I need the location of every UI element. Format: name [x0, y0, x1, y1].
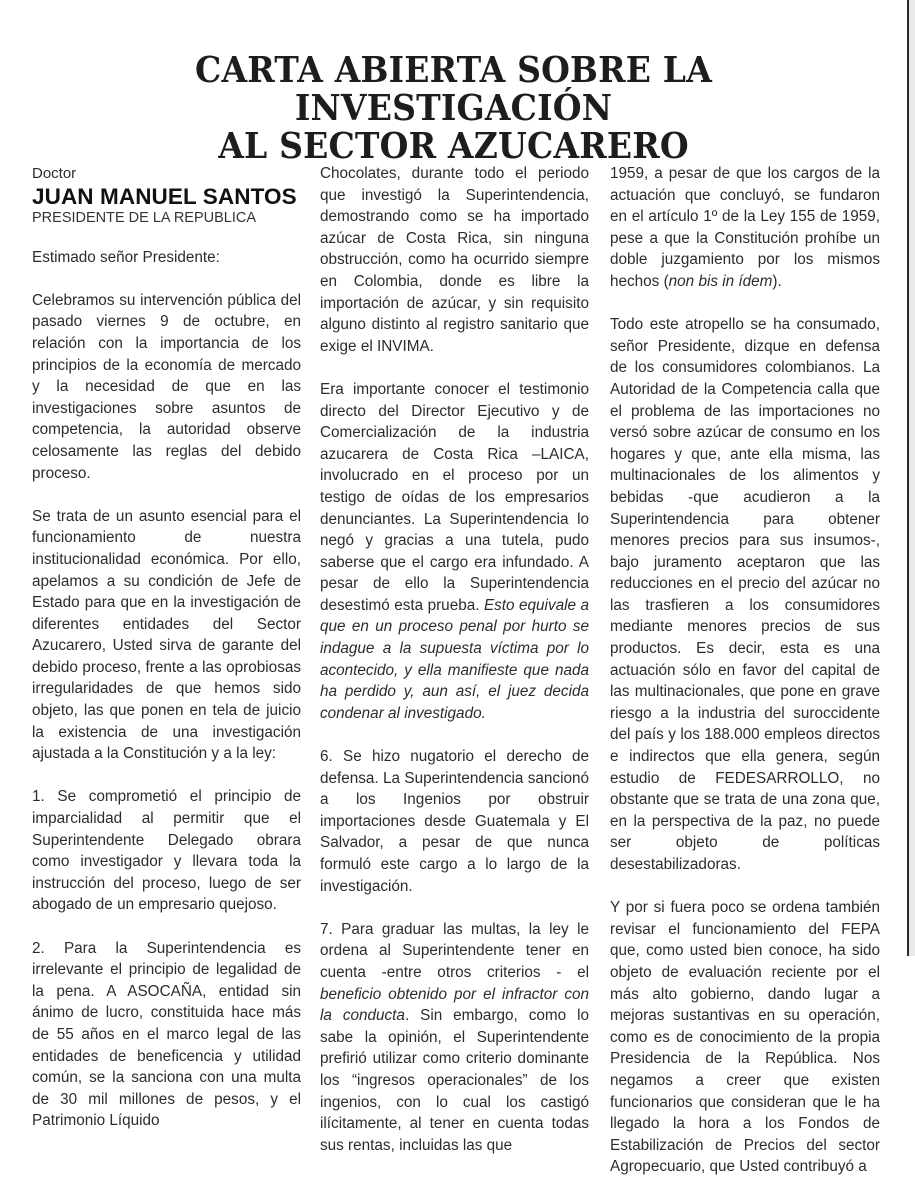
- paragraph-text: . Sin embargo, como lo sabe la opinión, el Superintendente prefirió utilizar como criterio dominante los “ingresos operacionales” de los ingenios, con lo cual los castigó ilícitamente, al tener en cuenta todas sus rentas, incluidas las que: [320, 1007, 589, 1154]
- page-title: [32, 52, 876, 166]
- numbered-point-7: [320, 919, 589, 1157]
- addressee-honorific: Doctor: [32, 165, 77, 182]
- page-edge-shadow: [909, 0, 915, 956]
- italic-text: Esto equivale a que en un proceso penal por hurto se indague a la supuesta víctima por lo acontecido, y ella manifieste que nada ha perdido y, aun así, el juez decida condenar al investigado.: [320, 596, 590, 722]
- paragraph: Celebramos su intervención pública del pasado viernes 9 de octubre, en relación con la importancia de los principios de la economía de mercado y la necesidad de que en las investigaciones sobre asuntos de competencia, la autoridad observe celosamente las reglas del debido proceso.: [32, 291, 301, 482]
- column-2: [320, 163, 589, 1178]
- paragraph-text: Era importante conocer el testimonio directo del Director Ejecutivo y de Comercialización de la industria azucarera de Costa Rica –LAICA, involucrado en el proceso por un testigo de oídas de los empresarios denunciantes. La Superintendencia lo negó y gracias a una tutela, pudo saberse que el cargo era infundado. A pesar de ello la Superintendencia desestimó esta prueba.: [320, 380, 589, 614]
- paragraph-text: 7. Para graduar las multas, la ley le ordena al Superintendente tener en cuenta -entre otros criterios - el: [320, 920, 589, 981]
- paragraph-text: ).: [772, 272, 782, 290]
- paragraph: Chocolates, durante todo el periodo que investigó la Superintendencia, demostrando como se ha importado azúcar de Costa Rica, sin ninguna obstrucción, como ha ocurrido siempre en Colombia, donde es libre la importación de azúcar, y sin requisito alguno distinto al registro sanitario que exige el INVIMA.: [320, 165, 589, 355]
- paragraph-text: 1959, a pesar de que los cargos de la actuación que concluyó, se fundaron en el artículo 1º de la Ley 155 de 1959, pese a que la Constitución prohíbe un doble juzgamiento por los mismos hechos (: [610, 165, 880, 290]
- salutation: Estimado señor Presidente:: [32, 248, 220, 266]
- numbered-point-6: 6. Se hizo nugatorio el derecho de defensa. La Superintendencia sancionó a los Ingenios por obstruir importaciones desde Guatemala y El Salvador, a pesar de que nunca formuló este cargo a lo largo de la investigación.: [320, 748, 589, 895]
- paragraph: Se trata de un asunto esencial para el funcionamiento de nuestra institucionalidad económica. Por ello, apelamos a su condición de Jefe de Estado para que en la investigación de diferentes entidades del Sector Azucarero, Usted sirva de garante del debido proceso, frente a las oprobiosas irregularidades de que hemos sido objeto, las que ponen en tela de juicio la existencia de una investigación ajustada a la Constitución y a la ley:: [32, 507, 301, 763]
- paragraph: Todo este atropello se ha consumado, señor Presidente, dizque en defensa de los consumidores colombianos. La Autoridad de la Competencia calla que el problema de las importaciones no versó sobre azúcar de consumo en los hogares y que, ante ella misma, las multinacionales de los alimentos y bebidas -que acudieron a la Superintendencia para obtener menores precios para sus insumos-, bajo juramento aceptaron que las reducciones en el precio del azúcar no las trasfieren a los consumidores mediante menores precios de sus productos. Es decir, esta es una actuación sólo en favor del capital de las multinacionales, que pone en grave riesgo a la industria del suroccidente del país y los 188.000 empleos directos e indirectos que ella genera, según estudio de FEDESARROLLO, no obstante que se trata de una zona que, en la perspectiva de la paz, no puede ser objeto de políticas desestabilizadoras.: [610, 316, 880, 873]
- title-line-1: CARTA ABIERTA SOBRE LA INVESTIGACIÓN: [194, 50, 712, 129]
- paragraph: [610, 163, 880, 293]
- column-3: [610, 163, 880, 1200]
- title-line-2: AL SECTOR AZUCARERO: [218, 126, 689, 167]
- addressee-name: JUAN MANUEL SANTOS: [32, 183, 297, 209]
- numbered-point-1: 1. Se comprometió el principio de imparcialidad al permitir que el Superintendente Delegado obrara como investigador y llevara toda la instrucción del proceso, luego de ser abogado de un empresario quejoso.: [32, 788, 301, 914]
- addressee-block: [32, 163, 301, 227]
- column-1: [32, 163, 301, 1154]
- italic-text: non bis in ídem: [668, 272, 773, 290]
- paragraph-laica-testimony: [320, 379, 589, 725]
- numbered-point-2: 2. Para la Superintendencia es irrelevante el principio de legalidad de la pena. A ASOCAÑA, entidad sin ánimo de lucro, constituida hace más de 55 años en el marco legal de las entidades de beneficencia y utilidad común, se la sanciona con una multa de 30 mil millones de pesos, y el Patrimonio Líquido: [32, 939, 301, 1130]
- italic-text: beneficio obtenido por el infractor con la conducta: [320, 985, 589, 1025]
- addressee-position: PRESIDENTE DE LA REPUBLICA: [32, 209, 257, 226]
- paragraph: Y por si fuera poco se ordena también revisar el funcionamiento del FEPA que, como usted bien conoce, ha sido objeto de evaluación reciente por el más alto gobierno, dando lugar a mejoras sustantivas en su operación, como es de conocimiento de la propia Presidencia de la República. Nos negamos a creer que existen funcionarios que consideran que le ha llegado la hora a los Fondos de Estabilización de Precios del sector Agropecuario, que Usted contribuyó a: [610, 899, 880, 1176]
